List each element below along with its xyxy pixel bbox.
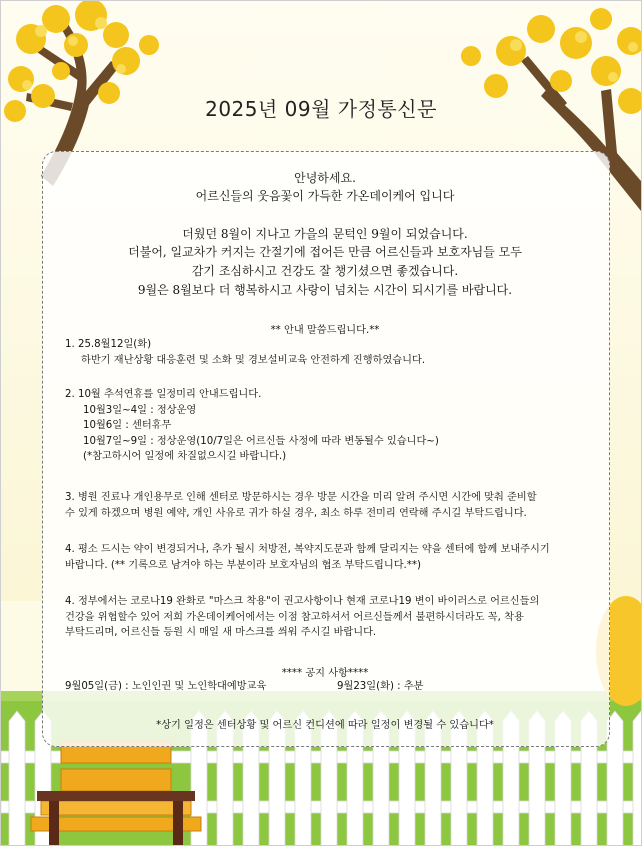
page-title: 2025년 09월 가정통신문 — [205, 97, 437, 121]
greeting-line-1: 안녕하세요. — [294, 171, 356, 185]
schedule-row — [65, 679, 595, 695]
schedule-right: 9월23일(화) : 추분 — [337, 681, 424, 692]
notice-item-5 — [65, 594, 600, 641]
intro-line-4: 9월은 8월보다 더 행복하시고 사랑이 넘치는 시간이 되시기를 바랍니다. — [137, 283, 513, 297]
item2-title: 2. 10월 추석연휴를 일정미리 안내드립니다. — [65, 389, 262, 400]
item5-line-1: 4. 정부에서는 코로나19 완화로 "마스크 착용"이 권고사항이나 현재 코로나19 변이 바이러스로 어르신들의 — [65, 596, 540, 607]
notice-item-1 — [65, 337, 595, 368]
item2-line-1: 10월3일~4일 : 정상운영 — [83, 404, 197, 416]
item4-line-2: 바랍니다. (** 기록으로 남겨야 하는 부분이라 보호자님의 협조 부탁드립니다.**) — [65, 559, 421, 571]
item2-line-4: (*참고하시어 일정에 차질없으시길 바랍니다.) — [83, 451, 287, 462]
item3-line-2: 수 있게 하겠으며 병원 예약, 개인 사유로 귀가 하실 경우, 최소 하루 전미리 연락해 주시길 부탁드립니다. — [65, 507, 527, 519]
item5-line-3: 부탁드리며, 어르신들 등원 시 매일 새 마스크를 씌워 주시길 바랍니다. — [65, 627, 377, 638]
intro-line-1: 더웠던 8월이 지나고 가을의 문턱인 9월이 되었습니다. — [182, 227, 468, 241]
intro-line-2: 더불어, 일교차가 커지는 간절기에 접어든 만큼 어르신들과 보호자님들 모두 — [128, 245, 522, 259]
schedule-left: 9월05일(금) : 노인인권 및 노인학대예방교육 — [65, 681, 267, 692]
greeting-line-2: 어르신들의 웃음꽃이 가득한 가온데이케어 입니다 — [195, 189, 455, 203]
item4-line-1: 4. 평소 드시는 약이 변경되거나, 추가 될시 처방전, 복약지도문과 함께 달리지는 약을 센터에 함께 보내주시기 — [65, 544, 550, 555]
item3-line-1: 3. 병원 진료나 개인용무로 인해 센터로 방문하시는 경우 방문 시간을 미리 알려 주시면 시간에 맞춰 준비할 — [65, 492, 537, 503]
intro-line-3: 감기 조심하시고 건강도 잘 챙기셨으면 좋겠습니다. — [191, 264, 459, 278]
item2-line-2: 10월6일 : 센터휴무 — [83, 420, 172, 431]
notice-item-4 — [65, 542, 600, 573]
item1-body: 하반기 재난상황 대응훈련 및 소화 및 경보설비교육 안전하게 진행하였습니다. — [81, 354, 426, 366]
schedule-header: **** 공지 사항**** — [281, 668, 369, 679]
notice-header: ** 안내 말씀드립니다.** — [270, 325, 380, 336]
item5-line-2: 건강을 위협할수 있어 저희 가온데이케어에서는 이점 참고하셔서 어르신들께서 불편하시더라도 꼭, 착용 — [65, 611, 524, 623]
item2-line-3: 10월7일~9일 : 정상운영(10/7일은 어르신들 사정에 따라 변동될수 있습니다~) — [83, 435, 439, 447]
item1-title: 1. 25.8월12일(화) — [65, 339, 152, 350]
notice-item-2 — [65, 387, 595, 465]
footer-note: *상기 일정은 센터상황 및 어르신 컨디션에 따라 일정이 변경될 수 있습니다* — [156, 720, 494, 731]
notice-item-3 — [65, 490, 600, 521]
